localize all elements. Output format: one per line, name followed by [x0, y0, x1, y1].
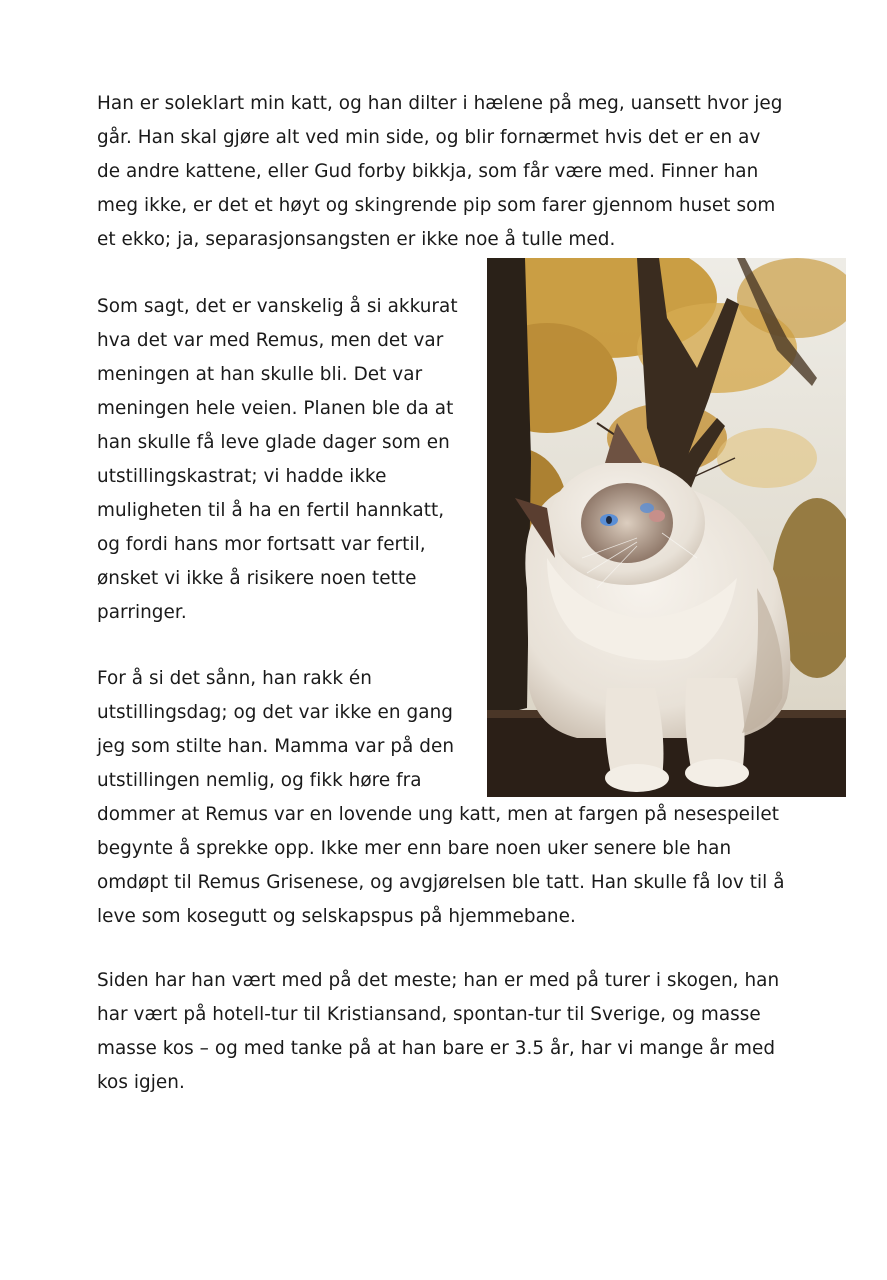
- text-line: masse kos – og med tanke på at han bare er 3.5 år, har vi mange år med: [97, 1038, 776, 1059]
- text-line: og fordi hans mor fortsatt var fertil,: [97, 534, 426, 555]
- text-line: et ekko; ja, separasjonsangsten er ikke noe å tulle med.: [97, 229, 616, 250]
- text-line: kos igjen.: [97, 1072, 185, 1093]
- text-line: hva det var med Remus, men det var: [97, 330, 444, 351]
- paragraph-1: [97, 87, 783, 257]
- text-line: har vært på hotell-tur til Kristiansand, spontan-tur til Sverige, og masse: [97, 1004, 761, 1025]
- text-line: muligheten til å ha en fertil hannkatt,: [97, 500, 445, 521]
- text-line: Han er soleklart min katt, og han dilter i hælene på meg, uansett hvor jeg: [97, 93, 783, 114]
- text-line: utstillingen nemlig, og fikk høre fra: [97, 770, 422, 791]
- text-line: For å si det sånn, han rakk én: [97, 668, 373, 689]
- paragraph-4: [97, 964, 779, 1100]
- text-line: meningen at han skulle bli. Det var: [97, 364, 423, 385]
- paragraph-2: [97, 290, 458, 630]
- text-line: begynte å sprekke opp. Ikke mer enn bare noen uker senere ble han: [97, 838, 732, 859]
- text-line: leve som kosegutt og selskapspus på hjemmebane.: [97, 906, 576, 927]
- text-line: omdøpt til Remus Grisenese, og avgjørelsen ble tatt. Han skulle få lov til å: [97, 872, 785, 893]
- text-line: meg ikke, er det et høyt og skingrende pip som farer gjennom huset som: [97, 195, 776, 216]
- text-line: de andre kattene, eller Gud forby bikkja, som får være med. Finner han: [97, 161, 759, 182]
- text-line: ønsket vi ikke å risikere noen tette: [97, 568, 417, 589]
- text-line: Som sagt, det er vanskelig å si akkurat: [97, 296, 458, 317]
- text-line: går. Han skal gjøre alt ved min side, og blir fornærmet hvis det er en av: [97, 127, 761, 148]
- text-line: dommer at Remus var en lovende ung katt, men at fargen på nesespeilet: [97, 804, 779, 825]
- text-line: jeg som stilte han. Mamma var på den: [97, 736, 455, 757]
- text-line: parringer.: [97, 602, 187, 623]
- text-line: utstillingskastrat; vi hadde ikke: [97, 466, 387, 487]
- text-line: meningen hele veien. Planen ble da at: [97, 398, 454, 419]
- cat-photo: [487, 258, 846, 797]
- text-line: han skulle få leve glade dager som en: [97, 432, 450, 453]
- text-line: utstillingsdag; og det var ikke en gang: [97, 702, 453, 723]
- text-line: Siden har han vært med på det meste; han er med på turer i skogen, han: [97, 970, 780, 991]
